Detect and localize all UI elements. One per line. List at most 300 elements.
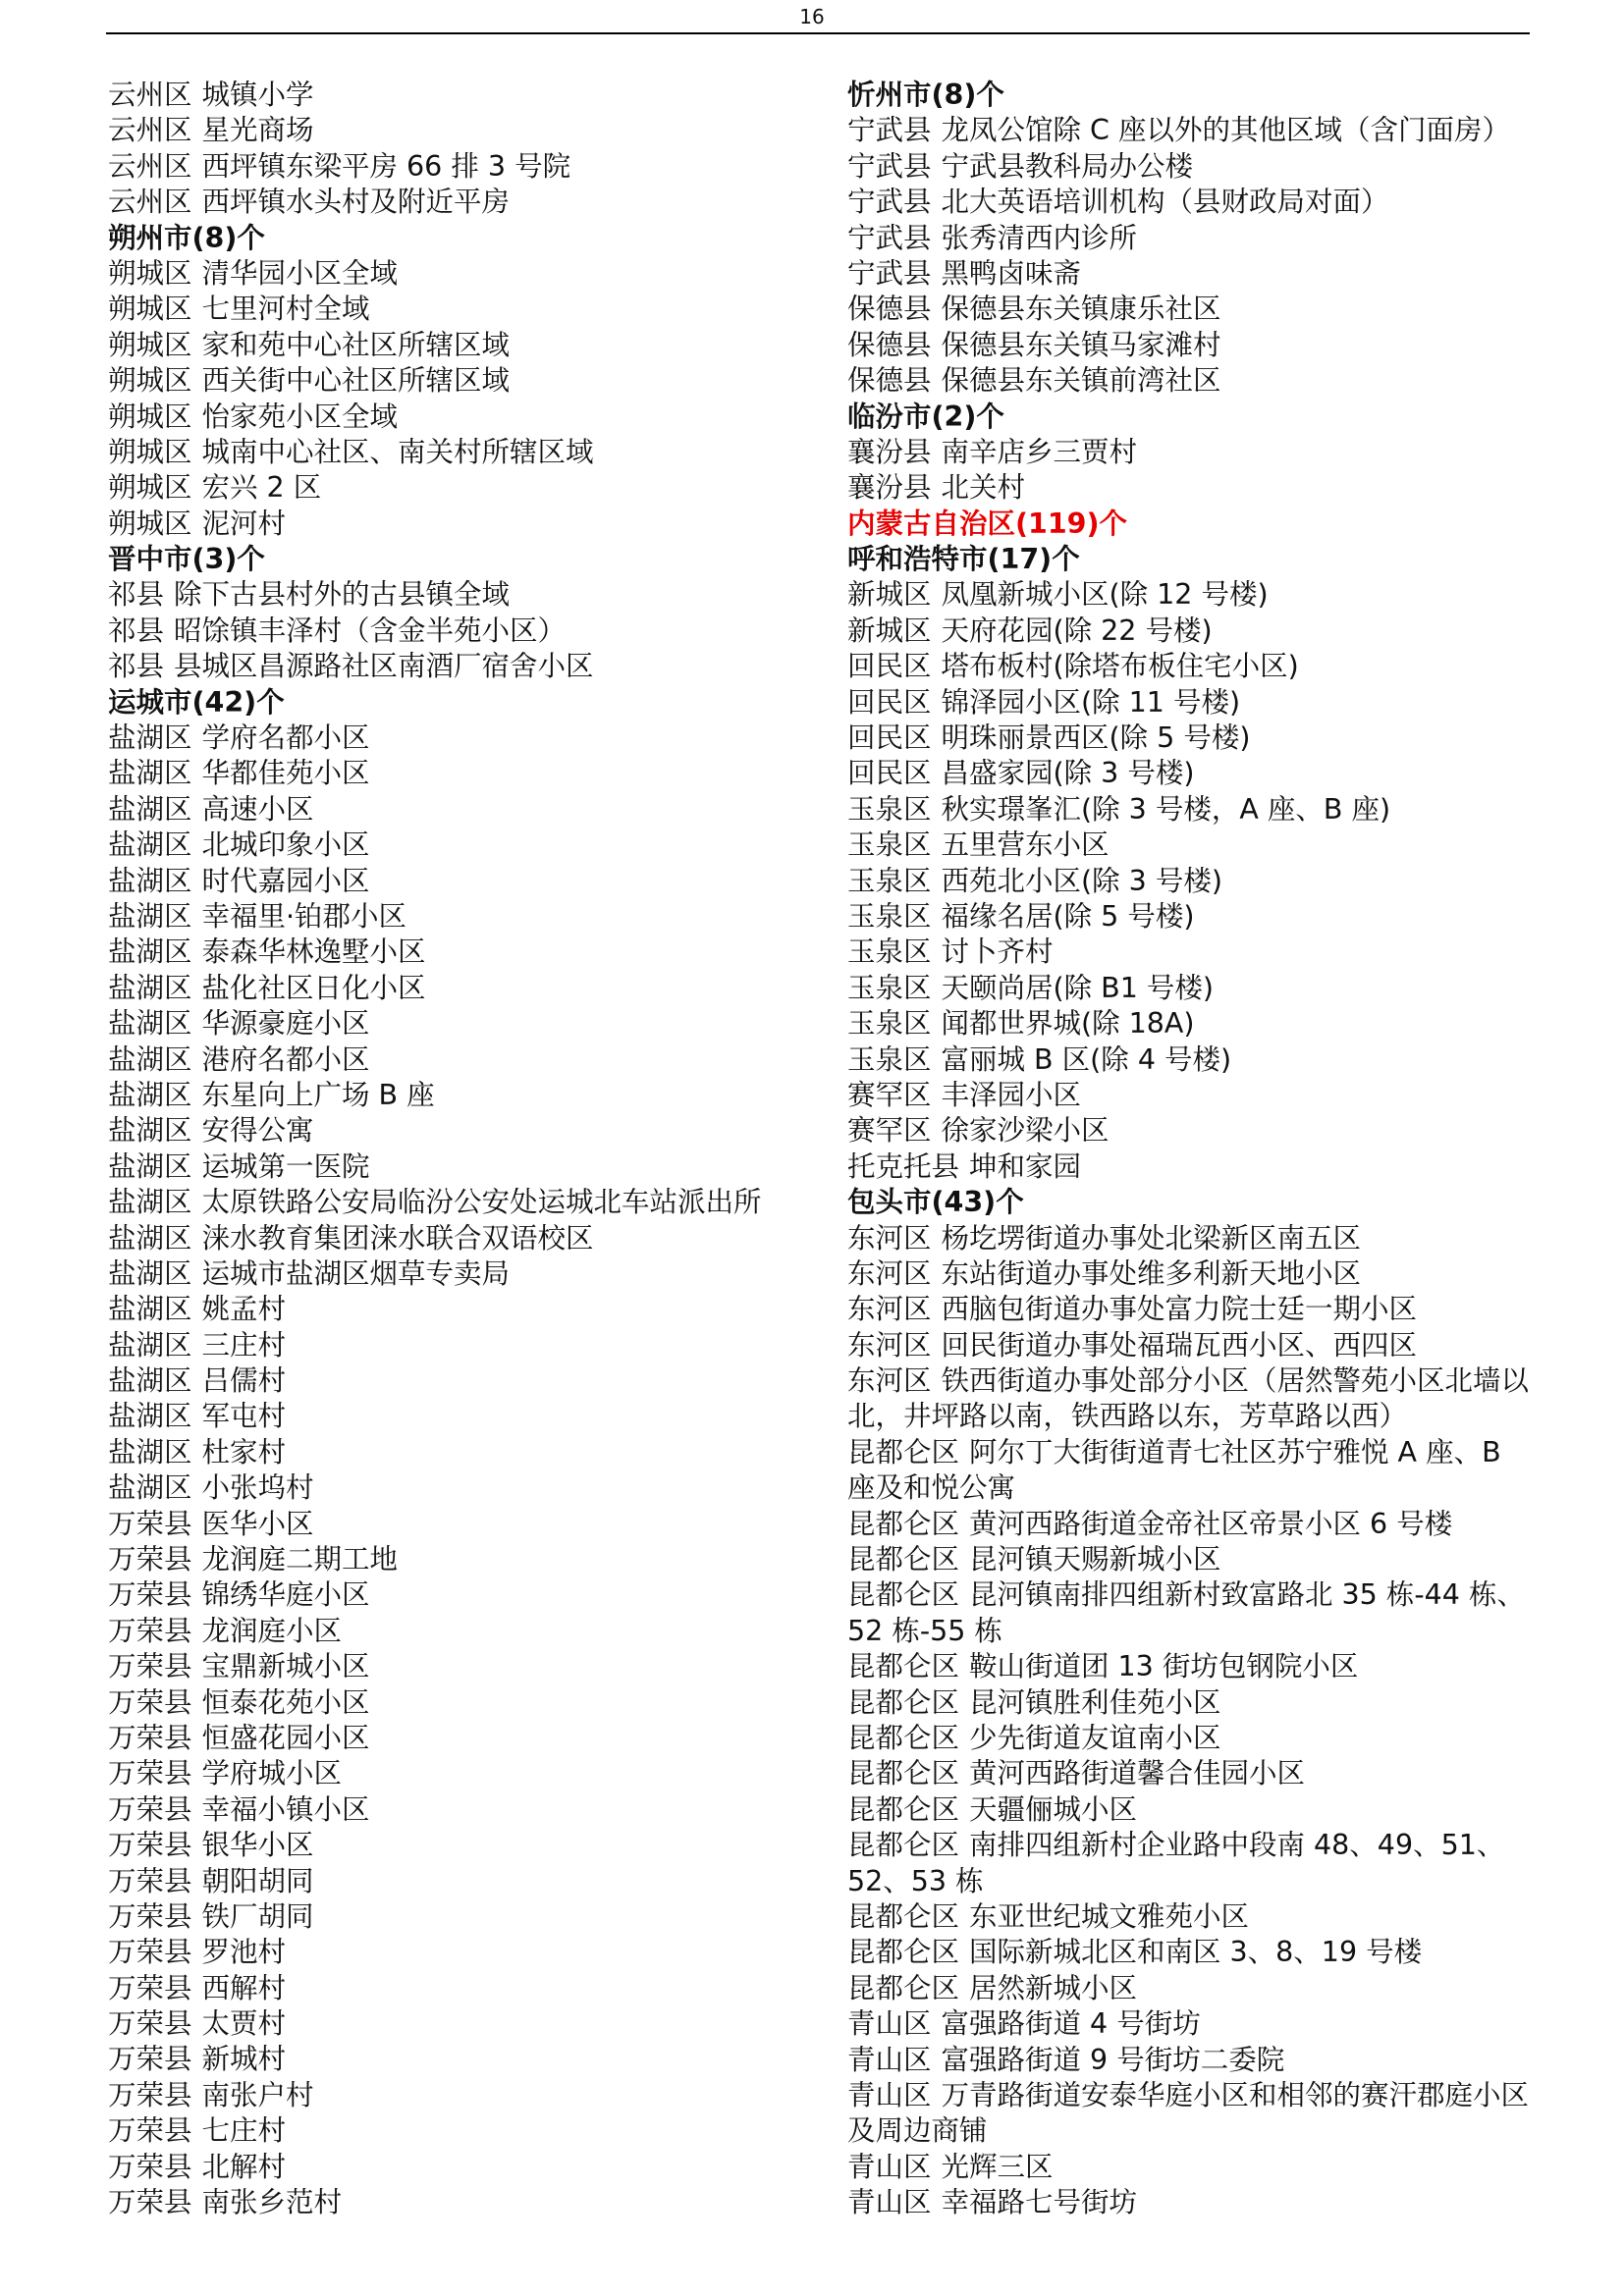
list-item (108, 1864, 805, 1899)
list-item (108, 1078, 805, 1113)
location-name: 吕儒村 (201, 1364, 286, 1398)
district-name: 万荣县 (108, 1971, 192, 2004)
location-name: 龙凤公馆除 C 座以外的其他区域（含门面房） (941, 114, 1511, 147)
district-name: 昆都仑区 (847, 1971, 960, 2004)
district-name: 东河区 (847, 1221, 932, 1255)
city-heading: 朔州市(8)个 (108, 221, 265, 254)
district-name: 昆都仑区 (847, 1792, 960, 1826)
list-item (108, 2006, 805, 2042)
district-name: 万荣县 (108, 1543, 192, 1576)
list-item (847, 221, 1535, 256)
city-heading: 包头市(43)个 (847, 1186, 1024, 1219)
location-name: 北解村 (201, 2150, 286, 2183)
header-divider (106, 32, 1530, 34)
district-name: 盐湖区 (108, 1078, 192, 1111)
location-name: 太贾村 (201, 2007, 286, 2041)
district-name: 盐湖区 (108, 971, 192, 1004)
location-name: 北城印象小区 (201, 828, 370, 862)
district-name: 盐湖区 (108, 864, 192, 897)
list-item (847, 971, 1535, 1006)
location-name: 阿尔丁大街街道青七社区苏宁雅悦 A 座、B 座及和悦公寓 (847, 1435, 1501, 1505)
district-name: 襄汾县 (847, 435, 932, 468)
list-item (108, 2078, 805, 2113)
location-name: 银华小区 (201, 1829, 314, 1862)
location-name: 东站街道办事处维多利新天地小区 (941, 1256, 1361, 1290)
district-name: 玉泉区 (847, 1042, 932, 1076)
district-name: 昆都仑区 (847, 1685, 960, 1719)
location-name: 富强路街道 9 号街坊二委院 (941, 2043, 1285, 2076)
location-name: 黄河西路街道金帝社区帝景小区 6 号楼 (968, 1507, 1453, 1540)
location-name: 黄河西路街道馨合佳园小区 (968, 1757, 1305, 1790)
district-name: 万荣县 (108, 1685, 192, 1719)
province-heading: 内蒙古自治区(119)个 (847, 507, 1128, 540)
district-name: 托克托县 (847, 1149, 960, 1183)
district-name: 新城区 (847, 614, 932, 647)
location-name: 富丽城 B 区(除 4 号楼) (941, 1042, 1232, 1076)
list-item (847, 685, 1535, 721)
list-item (108, 577, 805, 613)
list-item (847, 864, 1535, 899)
list-item (108, 292, 805, 327)
location-name: 塔布板村(除塔布板住宅小区) (941, 650, 1299, 683)
location-name: 龙润庭小区 (201, 1614, 342, 1647)
district-name: 赛罕区 (847, 1078, 932, 1111)
location-name: 西解村 (201, 1971, 286, 2004)
district-name: 盐湖区 (108, 1221, 192, 1255)
location-name: 明珠丽景西区(除 5 号楼) (941, 721, 1251, 755)
location-name: 天府花园(除 22 号楼) (941, 614, 1213, 647)
district-name: 玉泉区 (847, 1007, 932, 1041)
list-item (847, 721, 1535, 756)
location-name: 城镇小学 (201, 79, 314, 111)
list-item (847, 2078, 1535, 2150)
location-name: 小张坞村 (201, 1471, 314, 1505)
location-name: 西关街中心社区所辖区域 (201, 364, 510, 398)
district-name: 昆都仑区 (847, 1435, 960, 1468)
location-name: 东星向上广场 B 座 (201, 1078, 435, 1111)
location-name: 清华园小区全域 (201, 256, 398, 290)
location-name: 福缘名居(除 5 号楼) (941, 899, 1195, 933)
list-item (108, 1577, 805, 1613)
list-item (108, 1507, 805, 1542)
district-name: 保德县 (847, 293, 932, 326)
list-item (847, 577, 1535, 613)
location-name: 城南中心社区、南关村所辖区域 (201, 435, 594, 468)
list-item (108, 1042, 805, 1078)
page-number: 16 (799, 5, 825, 28)
list-item (847, 1685, 1535, 1721)
district-name: 万荣县 (108, 1757, 192, 1790)
district-name: 万荣县 (108, 1899, 192, 1933)
list-item (108, 1185, 805, 1220)
location-name: 万青路街道安泰华庭小区和相邻的赛汗郡庭小区及周边商铺 (847, 2079, 1529, 2148)
district-name: 襄汾县 (847, 471, 932, 505)
district-name: 回民区 (847, 757, 932, 790)
district-name: 昆都仑区 (847, 1650, 960, 1683)
district-name: 东河区 (847, 1293, 932, 1326)
location-name: 杨圪塄街道办事处北梁新区南五区 (941, 1221, 1361, 1255)
list-item (108, 1542, 805, 1577)
list-item (847, 756, 1535, 791)
right-column (847, 78, 1535, 2221)
district-name: 玉泉区 (847, 899, 932, 933)
list-item (847, 1828, 1535, 1899)
location-name: 南张户村 (201, 2078, 314, 2111)
district-name: 盐湖区 (108, 935, 192, 969)
district-name: 宁武县 (847, 114, 932, 147)
location-name: 姚孟村 (201, 1293, 286, 1326)
location-name: 天疆俪城小区 (968, 1792, 1137, 1826)
location-name: 幸福里·铂郡小区 (201, 899, 407, 933)
list-item (847, 1113, 1535, 1148)
location-name: 丰泽园小区 (941, 1078, 1081, 1111)
district-name: 玉泉区 (847, 935, 932, 969)
district-name: 青山区 (847, 2186, 932, 2219)
list-item (108, 1649, 805, 1684)
list-item (108, 649, 805, 684)
city-heading: 呼和浩特市(17)个 (847, 543, 1080, 576)
district-name: 云州区 (108, 79, 192, 111)
location-name: 昌盛家园(除 3 号楼) (941, 757, 1195, 790)
district-name: 盐湖区 (108, 1400, 192, 1433)
list-item (847, 1149, 1535, 1185)
district-name: 昆都仑区 (847, 1936, 960, 1969)
district-name: 万荣县 (108, 2186, 192, 2219)
city-heading: 晋中市(3)个 (108, 543, 265, 576)
location-name: 闻都世界城(除 18A) (941, 1007, 1195, 1041)
list-item (108, 1149, 805, 1185)
district-name: 盐湖区 (108, 1007, 192, 1041)
district-name: 万荣县 (108, 2114, 192, 2148)
location-name: 泰森华林逸墅小区 (201, 935, 426, 969)
list-item (108, 721, 805, 756)
location-name: 朝阳胡同 (201, 1864, 314, 1897)
location-name: 保德县东关镇前湾社区 (941, 364, 1221, 398)
district-name: 回民区 (847, 685, 932, 719)
district-name: 青山区 (847, 2079, 932, 2111)
district-name: 祁县 (108, 650, 165, 683)
location-name: 南排四组新村企业路中段南 48、49、51、52、53 栋 (847, 1829, 1505, 1897)
list-item (108, 1113, 805, 1148)
city-heading: 临汾市(2)个 (847, 400, 1004, 433)
list-item (108, 1006, 805, 1041)
list-item (108, 2150, 805, 2185)
location-name: 新城村 (201, 2043, 286, 2076)
location-name: 华都佳苑小区 (201, 757, 370, 790)
district-name: 云州区 (108, 149, 192, 183)
list-item (847, 1542, 1535, 1577)
list-item (108, 2113, 805, 2149)
location-name: 张秀清西内诊所 (941, 221, 1137, 254)
location-name: 五里营东小区 (941, 828, 1110, 862)
location-name: 徐家沙梁小区 (941, 1114, 1110, 1148)
list-item (108, 1756, 805, 1791)
list-item (847, 934, 1535, 970)
location-name: 昆河镇胜利佳苑小区 (968, 1685, 1221, 1719)
list-item (108, 435, 805, 470)
district-name: 盐湖区 (108, 1256, 192, 1290)
list-item (108, 1292, 805, 1327)
list-item (108, 1721, 805, 1756)
district-name: 万荣县 (108, 1614, 192, 1647)
location-name: 天颐尚居(除 B1 号楼) (941, 971, 1215, 1004)
list-item (847, 2185, 1535, 2220)
district-name: 万荣县 (108, 1578, 192, 1612)
location-name: 时代嘉园小区 (201, 864, 370, 897)
list-item (108, 756, 805, 791)
district-name: 万荣县 (108, 2150, 192, 2183)
location-name: 昭馀镇丰泽村（含金半苑小区） (173, 614, 566, 647)
district-name: 保德县 (847, 364, 932, 398)
list-item (108, 1399, 805, 1434)
location-name: 保德县东关镇马家滩村 (941, 328, 1221, 361)
district-name: 万荣县 (108, 2078, 192, 2111)
location-name: 宁武县教科局办公楼 (941, 149, 1193, 183)
district-name: 青山区 (847, 2150, 932, 2183)
location-name: 保德县东关镇康乐社区 (941, 293, 1221, 326)
location-name: 港府名都小区 (201, 1042, 370, 1076)
list-item (847, 328, 1535, 363)
district-name: 玉泉区 (847, 971, 932, 1004)
list-item (847, 1649, 1535, 1684)
location-name: 铁厂胡同 (201, 1899, 314, 1933)
district-name: 玉泉区 (847, 864, 932, 897)
location-name: 昆河镇南排四组新村致富路北 35 栋-44 栋、52 栋-55 栋 (847, 1578, 1525, 1647)
district-name: 云州区 (108, 186, 192, 219)
district-name: 万荣县 (108, 2007, 192, 2041)
city-heading: 运城市(42)个 (108, 685, 285, 719)
list-item (847, 470, 1535, 506)
district-name: 盐湖区 (108, 828, 192, 862)
district-name: 昆都仑区 (847, 1507, 960, 1540)
district-name: 保德县 (847, 328, 932, 361)
list-item (108, 1363, 805, 1399)
district-name: 万荣县 (108, 1650, 192, 1683)
location-name: 学府城小区 (201, 1757, 342, 1790)
list-item (108, 1221, 805, 1256)
list-item (847, 1899, 1535, 1935)
list-item (847, 1792, 1535, 1828)
location-name: 学府名都小区 (201, 721, 370, 755)
location-name: 锦绣华庭小区 (201, 1578, 370, 1612)
list-item (847, 1756, 1535, 1791)
list-item (847, 899, 1535, 934)
district-name: 万荣县 (108, 1507, 192, 1540)
district-name: 东河区 (847, 1364, 932, 1398)
list-item (108, 1899, 805, 1935)
location-name: 运城第一医院 (201, 1149, 370, 1183)
district-name: 昆都仑区 (847, 1829, 960, 1862)
district-name: 盐湖区 (108, 1186, 192, 1219)
district-name: 青山区 (847, 2007, 932, 2041)
district-name: 朔城区 (108, 507, 192, 540)
list-item (847, 292, 1535, 327)
location-name: 宝鼎新城小区 (201, 1650, 370, 1683)
district-name: 赛罕区 (847, 1114, 932, 1148)
list-item (847, 185, 1535, 220)
district-name: 盐湖区 (108, 1042, 192, 1076)
location-name: 黑鸭卤味斋 (941, 256, 1081, 290)
district-name: 万荣县 (108, 1721, 192, 1754)
district-name: 东河区 (847, 1256, 932, 1290)
list-item (108, 1971, 805, 2006)
list-item (108, 2185, 805, 2220)
district-name: 万荣县 (108, 1792, 192, 1826)
district-name: 朔城区 (108, 400, 192, 433)
district-name: 回民区 (847, 721, 932, 755)
list-item (847, 1935, 1535, 1970)
list-item (108, 256, 805, 292)
list-item (847, 1328, 1535, 1363)
location-name: 铁西街道办事处部分小区（居然警苑小区北墙以北，井坪路以南，铁西路以东，芳草路以西） (847, 1364, 1529, 1433)
location-name: 三庄村 (201, 1328, 286, 1362)
district-name: 宁武县 (847, 221, 932, 254)
location-name: 少先街道友谊南小区 (968, 1722, 1221, 1755)
location-name: 西苑北小区(除 3 号楼) (941, 864, 1222, 897)
district-name: 盐湖区 (108, 1328, 192, 1362)
district-name: 盐湖区 (108, 1149, 192, 1183)
location-name: 运城市盐湖区烟草专卖局 (201, 1256, 510, 1290)
list-item (108, 78, 805, 113)
list-item (108, 1435, 805, 1470)
location-name: 光辉三区 (941, 2150, 1054, 2183)
district-name: 盐湖区 (108, 1435, 192, 1468)
location-name: 国际新城北区和南区 3、8、19 号楼 (968, 1936, 1423, 1969)
district-name: 万荣县 (108, 1936, 192, 1969)
list-item (108, 792, 805, 828)
district-name: 盐湖区 (108, 1471, 192, 1505)
list-item (847, 1435, 1535, 1507)
location-name: 涞水教育集团涞水联合双语校区 (201, 1221, 594, 1255)
location-name: 七庄村 (201, 2114, 286, 2148)
location-name: 星光商场 (201, 114, 314, 147)
list-item (847, 1363, 1535, 1435)
location-name: 七里河村全域 (201, 293, 370, 326)
location-name: 秋实璟峯汇(除 3 号楼，A 座、B 座) (941, 792, 1391, 826)
location-name: 安得公寓 (201, 1114, 314, 1148)
list-item (108, 614, 805, 649)
district-name: 万荣县 (108, 1864, 192, 1897)
district-name: 盐湖区 (108, 792, 192, 826)
list-item (847, 1507, 1535, 1542)
list-item (108, 507, 805, 542)
district-name: 宁武县 (847, 149, 932, 183)
district-name: 昆都仑区 (847, 1722, 960, 1755)
list-item (847, 1221, 1535, 1256)
location-name: 华源豪庭小区 (201, 1007, 370, 1041)
district-name: 青山区 (847, 2043, 932, 2076)
location-name: 恒泰花苑小区 (201, 1685, 370, 1719)
district-name: 朔城区 (108, 435, 192, 468)
location-name: 居然新城小区 (968, 1971, 1137, 2004)
district-name: 盐湖区 (108, 1293, 192, 1326)
district-name: 盐湖区 (108, 721, 192, 755)
list-item (847, 1721, 1535, 1756)
list-item (847, 2150, 1535, 2185)
list-item (108, 899, 805, 934)
district-name: 宁武县 (847, 256, 932, 290)
location-name: 幸福路七号街坊 (941, 2186, 1137, 2219)
location-name: 坤和家园 (968, 1149, 1081, 1183)
list-item (847, 1292, 1535, 1327)
list-item (108, 1792, 805, 1828)
list-item (108, 828, 805, 863)
location-name: 北关村 (941, 471, 1025, 505)
location-name: 除下古县村外的古县镇全域 (173, 578, 510, 612)
list-item (108, 1328, 805, 1363)
location-name: 罗池村 (201, 1936, 286, 1969)
list-item (108, 1828, 805, 1863)
location-name: 太原铁路公安局临汾公安处运城北车站派出所 (201, 1186, 762, 1219)
district-name: 东河区 (847, 1328, 932, 1362)
district-name: 万荣县 (108, 1829, 192, 1862)
list-item (108, 400, 805, 435)
list-item (108, 971, 805, 1006)
location-name: 县城区昌源路社区南酒厂宿舍小区 (173, 650, 594, 683)
list-item (108, 328, 805, 363)
list-item (847, 1042, 1535, 1078)
district-name: 云州区 (108, 114, 192, 147)
district-name: 回民区 (847, 650, 932, 683)
location-name: 昆河镇天赐新城小区 (968, 1543, 1221, 1576)
location-name: 龙润庭二期工地 (201, 1543, 398, 1576)
location-name: 锦泽园小区(除 11 号楼) (941, 685, 1241, 719)
location-name: 西脑包街道办事处富力院士廷一期小区 (941, 1293, 1417, 1326)
location-name: 回民街道办事处福瑞瓦西小区、西四区 (941, 1328, 1417, 1362)
district-name: 祁县 (108, 614, 165, 647)
location-name: 富强路街道 4 号街坊 (941, 2007, 1201, 2041)
location-name: 讨卜齐村 (941, 935, 1054, 969)
location-name: 宏兴 2 区 (201, 471, 322, 505)
list-item (108, 934, 805, 970)
list-item (847, 363, 1535, 399)
list-item (847, 1971, 1535, 2006)
district-name: 昆都仑区 (847, 1757, 960, 1790)
location-name: 幸福小镇小区 (201, 1792, 370, 1826)
district-name: 朔城区 (108, 364, 192, 398)
list-item (847, 256, 1535, 292)
district-name: 万荣县 (108, 2043, 192, 2076)
location-name: 高速小区 (201, 792, 314, 826)
list-item (847, 1256, 1535, 1292)
list-item (108, 1935, 805, 1970)
district-name: 朔城区 (108, 471, 192, 505)
district-name: 朔城区 (108, 328, 192, 361)
district-name: 玉泉区 (847, 828, 932, 862)
list-item (108, 470, 805, 506)
district-name: 宁武县 (847, 186, 932, 219)
list-item (847, 2043, 1535, 2078)
district-name: 盐湖区 (108, 899, 192, 933)
list-item (108, 1614, 805, 1649)
list-item (847, 614, 1535, 649)
location-name: 泥河村 (201, 507, 286, 540)
list-item (108, 1470, 805, 1506)
district-name: 盐湖区 (108, 757, 192, 790)
list-item (847, 828, 1535, 863)
list-item (108, 113, 805, 148)
location-name: 恒盛花园小区 (201, 1721, 370, 1754)
district-name: 昆都仑区 (847, 1578, 960, 1612)
city-heading: 忻州市(8)个 (847, 79, 1004, 111)
district-name: 祁县 (108, 578, 165, 612)
list-item (108, 1256, 805, 1292)
list-item (847, 1006, 1535, 1041)
location-name: 军屯村 (201, 1400, 286, 1433)
district-name: 玉泉区 (847, 792, 932, 826)
left-column (108, 78, 805, 2220)
district-name: 新城区 (847, 578, 932, 612)
